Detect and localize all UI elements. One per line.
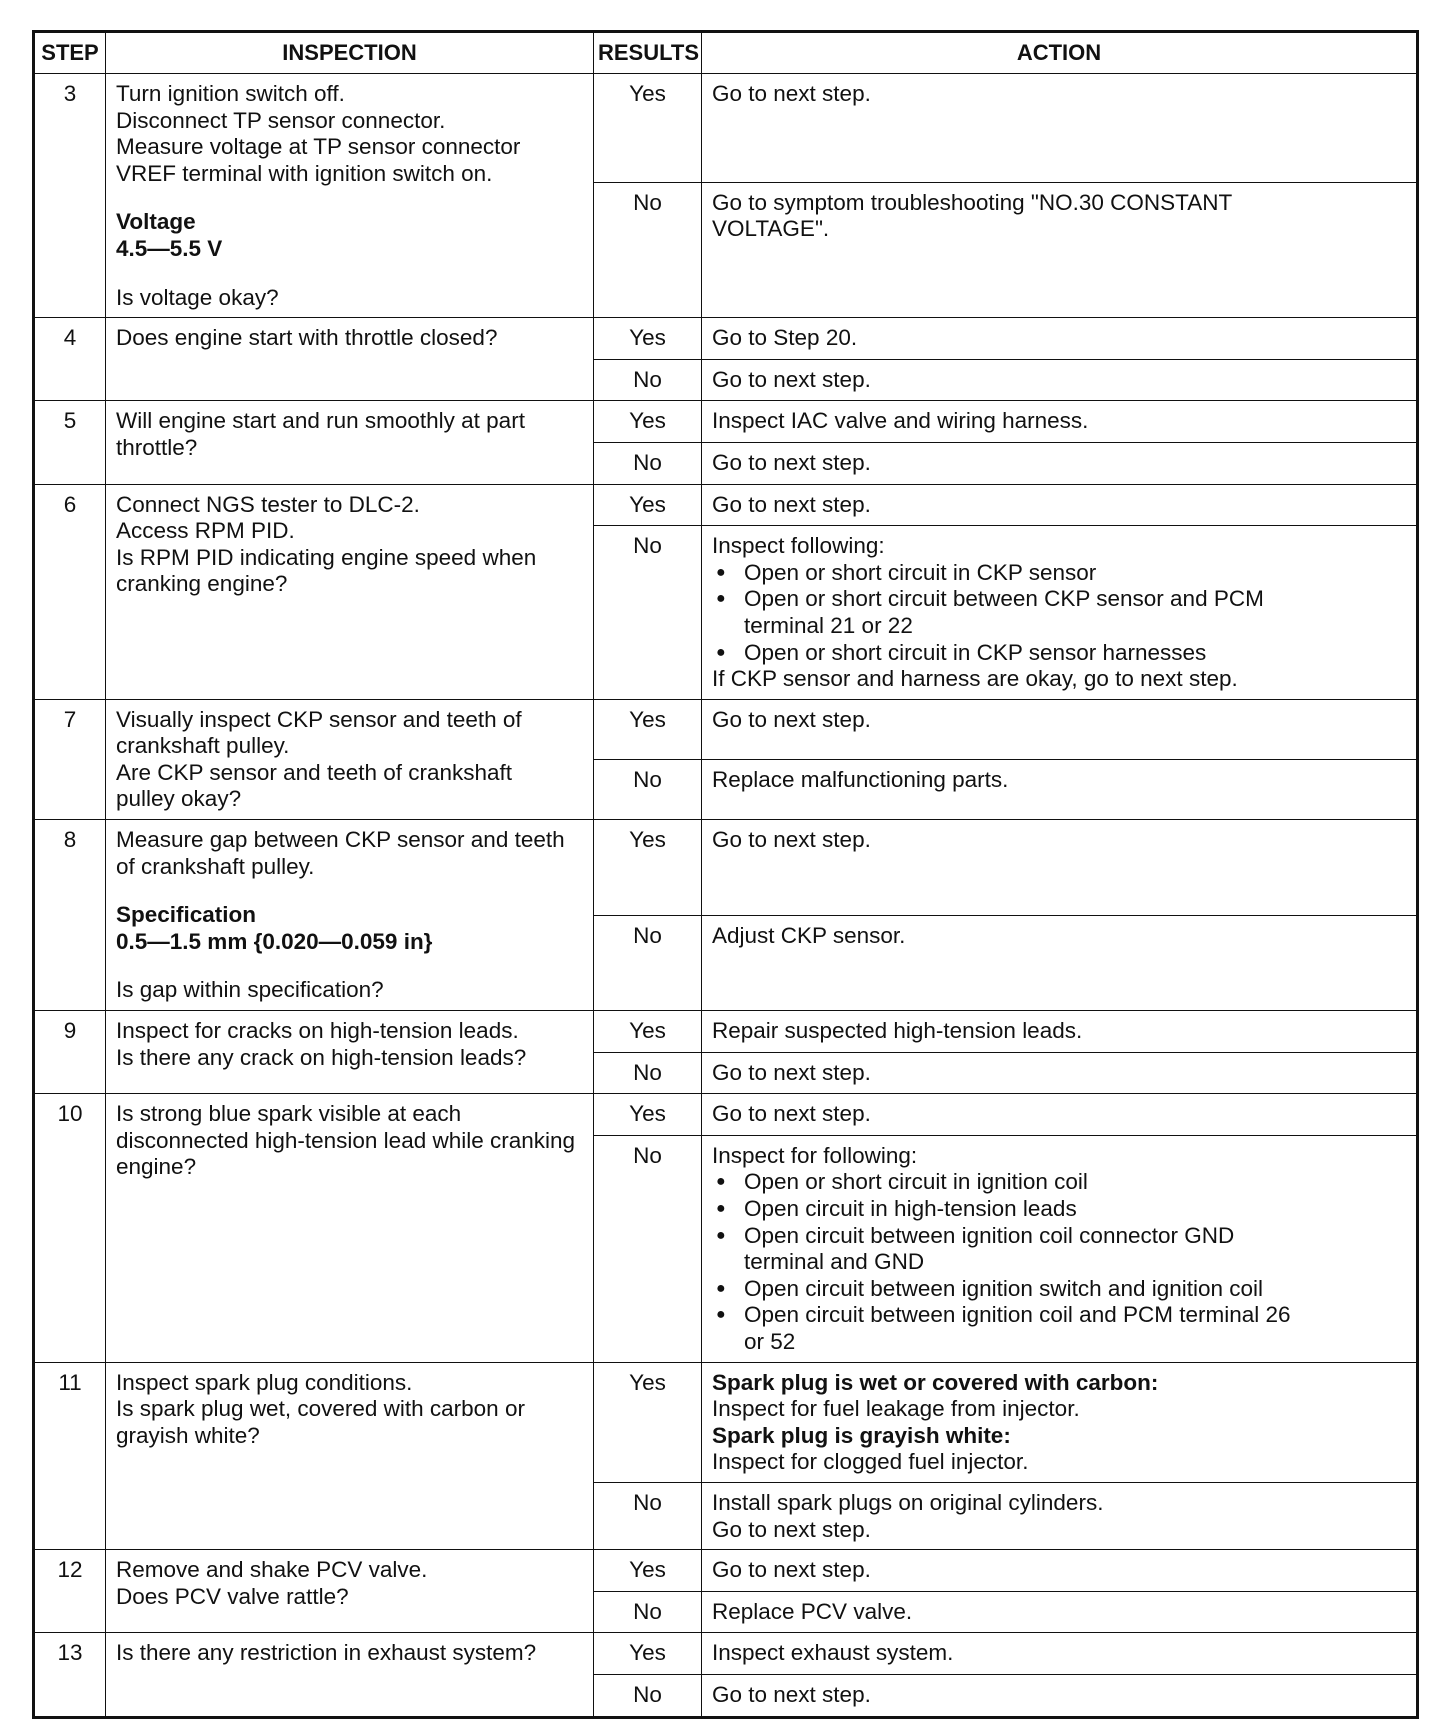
step-number: 10 (34, 1094, 106, 1362)
action-text: Replace PCV valve. (712, 1598, 913, 1624)
table-row (34, 699, 1418, 759)
inspection-text: Access RPM PID. (116, 518, 295, 544)
inspection-line (116, 236, 585, 263)
action-text: Inspect exhaust system. (712, 1640, 954, 1666)
action-text: VOLTAGE". (712, 216, 830, 242)
inspection-spacer (116, 955, 585, 977)
header-results: RESULTS (594, 32, 702, 74)
action-line (712, 767, 1408, 794)
table-row (34, 820, 1418, 915)
result-label: Yes (594, 318, 702, 360)
action-text: Spark plug is grayish white: (712, 1422, 1011, 1448)
inspection-line (116, 827, 585, 854)
inspection-line (116, 108, 585, 135)
bullet-dot-icon: ● (716, 1200, 726, 1217)
action-line (712, 325, 1408, 352)
action-text: Adjust CKP sensor. (712, 922, 906, 948)
inspection-cell (106, 1011, 594, 1094)
inspection-line (116, 209, 585, 236)
action-text: Go to next step. (712, 1681, 871, 1707)
result-label: Yes (594, 1011, 702, 1053)
inspection-text: Inspect for cracks on high-tension leads. (116, 1018, 519, 1044)
action-text: terminal 21 or 22 (744, 612, 913, 638)
action-line (712, 492, 1408, 519)
result-label: No (594, 1674, 702, 1717)
action-text: Go to next step. (712, 81, 871, 106)
inspection-line (116, 786, 585, 813)
inspection-cell (106, 1094, 594, 1362)
inspection-text: of crankshaft pulley. (116, 853, 315, 879)
action-cell (702, 74, 1418, 183)
action-text: Go to next step. (712, 1557, 871, 1583)
step-number: 13 (34, 1633, 106, 1717)
table-row (34, 74, 1418, 183)
table-row (34, 1011, 1418, 1053)
table-row (34, 1094, 1418, 1136)
action-text: Open circuit between ignition coil connector GND (744, 1222, 1235, 1248)
action-text: Go to next step. (712, 449, 871, 475)
action-line (712, 216, 1408, 243)
action-line (712, 533, 1408, 560)
step-number: 3 (34, 74, 106, 318)
action-line (712, 1060, 1408, 1087)
action-text: Inspect for fuel leakage from injector. (712, 1396, 1080, 1422)
step-number: 5 (34, 401, 106, 484)
result-label: Yes (594, 820, 702, 915)
result-label: No (594, 1135, 702, 1362)
action-bullet-item (712, 1169, 1408, 1196)
action-line (712, 1682, 1408, 1709)
inspection-text: VREF terminal with ignition switch on. (116, 160, 493, 186)
inspection-cell (106, 820, 594, 1011)
step-number: 6 (34, 484, 106, 699)
result-label: No (594, 1482, 702, 1549)
action-line (712, 666, 1408, 693)
action-line (712, 81, 1408, 108)
action-cell (702, 1482, 1418, 1549)
action-line (712, 1143, 1408, 1170)
inspection-spacer (116, 263, 585, 285)
action-line (712, 190, 1408, 217)
action-text: Inspect IAC valve and wiring harness. (712, 408, 1089, 434)
action-bullet-item (712, 640, 1408, 667)
troubleshooting-document (32, 30, 1416, 1719)
inspection-text: grayish white? (116, 1422, 260, 1448)
inspection-text: 0.5—1.5 mm {0.020—0.059 in} (116, 928, 433, 954)
inspection-line (116, 1154, 585, 1181)
header-step: STEP (34, 32, 106, 74)
inspection-text: pulley okay? (116, 786, 242, 812)
inspection-text: Is strong blue spark visible at each (116, 1101, 462, 1127)
action-cell (702, 699, 1418, 759)
inspection-line (116, 733, 585, 760)
table-row (34, 484, 1418, 526)
inspection-line (116, 435, 585, 462)
table-row (34, 1633, 1418, 1675)
inspection-text: Specification (116, 902, 257, 928)
inspection-line (116, 854, 585, 881)
header-action: ACTION (702, 32, 1418, 74)
result-label: Yes (594, 401, 702, 443)
action-cell (702, 1094, 1418, 1136)
inspection-text: Measure gap between CKP sensor and teeth (116, 827, 565, 853)
result-label: Yes (594, 1094, 702, 1136)
action-line (712, 1517, 1408, 1544)
inspection-cell (106, 1362, 594, 1550)
action-cell (702, 442, 1418, 484)
inspection-line (116, 571, 585, 598)
action-text: Open circuit between ignition coil and PCM terminal 26 (744, 1302, 1291, 1328)
inspection-line (116, 1018, 585, 1045)
action-text: terminal and GND (744, 1249, 925, 1275)
action-text: or 52 (744, 1328, 796, 1354)
action-text: Open or short circuit in ignition coil (744, 1169, 1088, 1195)
action-bullet-item (712, 1276, 1408, 1303)
inspection-text: Is spark plug wet, covered with carbon or (116, 1396, 525, 1422)
inspection-line (116, 1640, 585, 1667)
header-inspection: INSPECTION (106, 32, 594, 74)
action-cell (702, 318, 1418, 360)
result-label: No (594, 759, 702, 819)
action-line (712, 613, 1408, 640)
action-text: Go to next step. (712, 366, 871, 392)
inspection-text: Inspect spark plug conditions. (116, 1369, 413, 1395)
result-label: No (594, 526, 702, 700)
action-text: Open circuit in high-tension leads (744, 1196, 1077, 1221)
inspection-line (116, 929, 585, 956)
action-line (712, 367, 1408, 394)
action-text: Inspect following: (712, 533, 885, 559)
step-number: 12 (34, 1550, 106, 1633)
action-bullet-item (712, 586, 1408, 613)
action-cell (702, 1011, 1418, 1053)
action-text: Open or short circuit between CKP sensor and PCM (744, 586, 1264, 612)
inspection-cell (106, 318, 594, 401)
inspection-text: throttle? (116, 434, 198, 460)
action-text: Go to symptom troubleshooting "NO.30 CONSTANT (712, 189, 1233, 215)
action-cell (702, 526, 1418, 700)
result-label: Yes (594, 1550, 702, 1592)
result-label: Yes (594, 1633, 702, 1675)
inspection-text: Turn ignition switch off. (116, 81, 345, 106)
action-line (712, 1599, 1408, 1626)
action-text: Replace malfunctioning parts. (712, 766, 1009, 792)
action-cell (702, 484, 1418, 526)
inspection-text: Is RPM PID indicating engine speed when (116, 544, 537, 570)
table-row (34, 1550, 1418, 1592)
inspection-line (116, 1370, 585, 1397)
inspection-line (116, 1045, 585, 1072)
action-cell (702, 182, 1418, 317)
action-text: Install spark plugs on original cylinders. (712, 1489, 1104, 1515)
result-label: No (594, 1052, 702, 1094)
action-text: Repair suspected high-tension leads. (712, 1018, 1083, 1044)
action-cell (702, 1550, 1418, 1592)
inspection-text: Remove and shake PCV valve. (116, 1557, 428, 1583)
inspection-cell (106, 699, 594, 819)
action-cell (702, 1052, 1418, 1094)
bullet-dot-icon: ● (716, 1279, 726, 1297)
action-cell (702, 820, 1418, 915)
action-text: Open circuit between ignition switch and ignition coil (744, 1275, 1264, 1301)
inspection-line (116, 1101, 585, 1128)
action-line (712, 1490, 1408, 1517)
action-line (712, 1640, 1408, 1667)
action-line (712, 827, 1408, 854)
action-line (712, 707, 1408, 734)
inspection-text: Does PCV valve rattle? (116, 1583, 349, 1609)
inspection-line (116, 285, 585, 312)
inspection-line (116, 492, 585, 519)
bullet-dot-icon: ● (716, 1173, 726, 1191)
action-cell (702, 759, 1418, 819)
action-line (712, 1370, 1408, 1397)
result-label: Yes (594, 484, 702, 526)
inspection-text: Is voltage okay? (116, 284, 279, 310)
result-label: No (594, 182, 702, 317)
action-text: Go to next step. (712, 1516, 871, 1542)
inspection-line (116, 518, 585, 545)
action-line (712, 923, 1408, 950)
action-text: If CKP sensor and harness are okay, go to next step. (712, 666, 1238, 692)
bullet-dot-icon: ● (716, 1306, 726, 1324)
inspection-line (116, 545, 585, 572)
inspection-text: Is there any restriction in exhaust system? (116, 1640, 537, 1666)
inspection-text: Voltage (116, 209, 196, 235)
step-number: 7 (34, 699, 106, 819)
result-label: No (594, 1591, 702, 1633)
step-number: 9 (34, 1011, 106, 1094)
inspection-line (116, 1396, 585, 1423)
inspection-line (116, 977, 585, 1004)
action-cell (702, 1674, 1418, 1717)
inspection-spacer (116, 187, 585, 209)
action-line (712, 408, 1408, 435)
table-row (34, 401, 1418, 443)
bullet-dot-icon: ● (716, 590, 726, 608)
action-line (712, 1396, 1408, 1423)
action-line (712, 1018, 1408, 1045)
inspection-line (116, 81, 585, 108)
inspection-text: crankshaft pulley. (116, 733, 290, 759)
inspection-line (116, 1557, 585, 1584)
action-bullet-item (712, 560, 1408, 587)
step-number: 11 (34, 1362, 106, 1550)
inspection-text: Does engine start with throttle closed? (116, 325, 498, 351)
action-bullet-item (712, 1302, 1408, 1329)
action-cell (702, 915, 1418, 1010)
inspection-cell (106, 1550, 594, 1633)
action-line (712, 450, 1408, 477)
bullet-dot-icon: ● (716, 563, 726, 581)
inspection-line (116, 760, 585, 787)
result-label: Yes (594, 1362, 702, 1482)
inspection-line (116, 902, 585, 929)
action-text: Go to next step. (712, 706, 871, 732)
table-body (34, 74, 1418, 1718)
action-text: Open or short circuit in CKP sensor harnesses (744, 639, 1207, 665)
inspection-line (116, 1584, 585, 1611)
action-line (712, 1423, 1408, 1450)
inspection-line (116, 707, 585, 734)
inspection-text: Visually inspect CKP sensor and teeth of (116, 706, 522, 732)
inspection-cell (106, 74, 594, 318)
inspection-line (116, 134, 585, 161)
action-line (712, 1101, 1408, 1128)
table-row (34, 1362, 1418, 1482)
step-number: 8 (34, 820, 106, 1011)
inspection-line (116, 408, 585, 435)
action-bullet-item (712, 1196, 1408, 1223)
inspection-text: cranking engine? (116, 571, 288, 597)
inspection-cell (106, 401, 594, 484)
action-line (712, 1449, 1408, 1476)
table-row (34, 318, 1418, 360)
result-label: No (594, 915, 702, 1010)
action-text: Go to Step 20. (712, 325, 858, 351)
inspection-text: Disconnect TP sensor connector. (116, 107, 446, 133)
inspection-text: Is gap within specification? (116, 977, 384, 1003)
inspection-cell (106, 1633, 594, 1717)
inspection-text: Will engine start and run smoothly at part (116, 408, 525, 434)
action-text: Inspect for following: (712, 1142, 918, 1168)
result-label: Yes (594, 699, 702, 759)
inspection-text: Are CKP sensor and teeth of crankshaft (116, 759, 513, 785)
result-label: No (594, 359, 702, 401)
result-label: No (594, 442, 702, 484)
inspection-line (116, 1128, 585, 1155)
action-line (712, 1557, 1408, 1584)
action-cell (702, 1362, 1418, 1482)
inspection-text: 4.5—5.5 V (116, 235, 223, 261)
inspection-line (116, 325, 585, 352)
action-cell (702, 1633, 1418, 1675)
action-line (712, 1249, 1408, 1276)
action-text: Spark plug is wet or covered with carbon: (712, 1369, 1159, 1395)
inspection-text: Is there any crack on high-tension leads? (116, 1044, 527, 1070)
inspection-line (116, 1423, 585, 1450)
action-cell (702, 401, 1418, 443)
inspection-spacer (116, 880, 585, 902)
action-text: Go to next step. (712, 827, 871, 853)
action-text: Go to next step. (712, 1059, 871, 1085)
action-cell (702, 359, 1418, 401)
action-line (712, 1329, 1408, 1356)
header-row (34, 32, 1418, 74)
inspection-line (116, 161, 585, 188)
action-text: Go to next step. (712, 1101, 871, 1127)
inspection-cell (106, 484, 594, 699)
inspection-text: engine? (116, 1154, 197, 1180)
action-cell (702, 1591, 1418, 1633)
step-number: 4 (34, 318, 106, 401)
inspection-text: Connect NGS tester to DLC-2. (116, 491, 420, 517)
inspection-text: Measure voltage at TP sensor connector (116, 134, 521, 160)
troubleshooting-table (32, 30, 1419, 1719)
bullet-dot-icon: ● (716, 1226, 726, 1244)
action-text: Open or short circuit in CKP sensor (744, 559, 1097, 585)
action-cell (702, 1135, 1418, 1362)
action-bullet-item (712, 1223, 1408, 1250)
result-label: Yes (594, 74, 702, 183)
bullet-dot-icon: ● (716, 643, 726, 661)
inspection-text: disconnected high-tension lead while cranking (116, 1127, 576, 1153)
action-text: Inspect for clogged fuel injector. (712, 1449, 1029, 1475)
action-text: Go to next step. (712, 491, 871, 517)
